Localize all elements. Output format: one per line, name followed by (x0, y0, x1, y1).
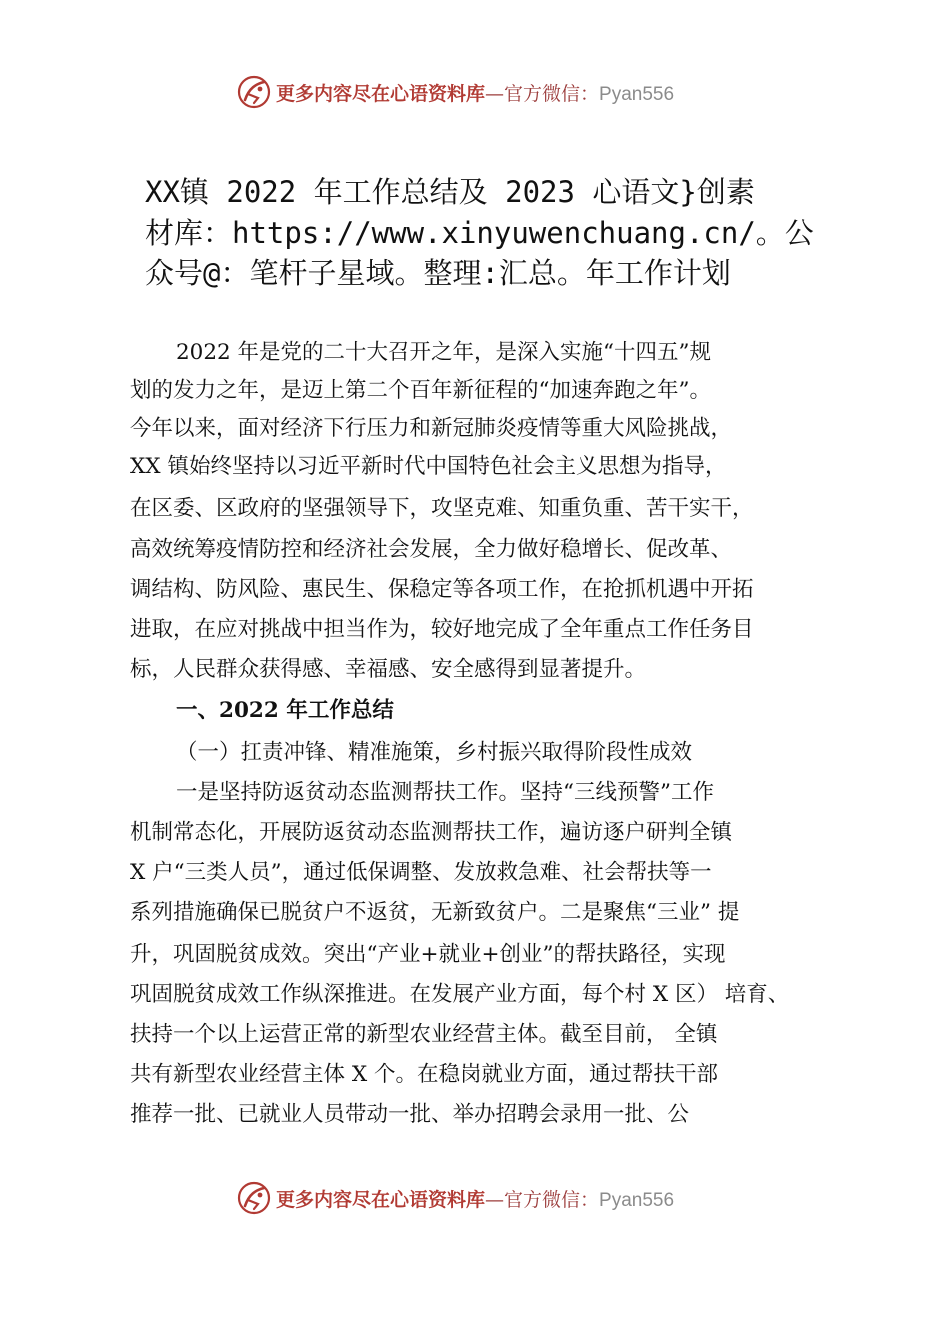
body-line: 2022 年是党的二十大召开之年，是深入实施“十四五”规 (176, 340, 712, 365)
body-line: 调结构、防风险、惠民生、保稳定等各项工作，在抢抓机遇中开拓 (130, 577, 754, 602)
body-line: 划的发力之年，是迈上第二个百年新征程的“加速奔跑之年”。 (130, 378, 711, 403)
banner-official: 官方微信： (504, 1189, 600, 1211)
banner-wechat: Pyan556 (599, 1190, 675, 1211)
body-line: 进取，在应对挑战中担当作为，较好地完成了全年重点工作任务目 (130, 617, 754, 642)
document-title-line-2: 材库：https://www.xinyuwenchuang.cn/。公 (145, 216, 814, 250)
banner-wechat: Pyan556 (599, 84, 675, 105)
brand-logo-icon (236, 1180, 272, 1216)
footer-banner (0, 1178, 950, 1218)
banner-text (276, 79, 674, 106)
banner-official: 官方微信： (504, 83, 600, 105)
banner-text (276, 1185, 674, 1212)
body-line: 在区委、区政府的坚强领导下，攻坚克难、知重负重、苦干实干， (130, 496, 754, 521)
body-line: 今年以来，面对经济下行压力和新冠肺炎疫情等重大风险挑战， (130, 416, 733, 441)
body-line: 升，巩固脱贫成效。突出“产业+就业+创业”的帮扶路径，实现 (130, 942, 726, 967)
body-line: 一是坚持防返贫动态监测帮扶工作。坚持“三线预警”工作 (176, 780, 714, 805)
body-line: 共有新型农业经营主体 X 个。在稳岗就业方面，通过帮扶干部 (130, 1062, 718, 1087)
header-banner (0, 72, 950, 112)
document-title-line-3: 众号@：笔杆子星域。整理:汇总。年工作计划 (145, 256, 731, 290)
body-line: 扶持一个以上运营正常的新型农业经营主体。截至目前， 全镇 (130, 1022, 718, 1047)
body-line: 机制常态化，开展防返贫动态监测帮扶工作，遍访逐户研判全镇 (130, 820, 733, 845)
body-line: XX 镇始终坚持以习近平新时代中国特色社会主义思想为指导， (130, 454, 727, 479)
document-title-line-1: XX镇 2022 年工作总结及 2023 心语文}创素 (145, 175, 755, 209)
body-line: 推荐一批、已就业人员带动一批、举办招聘会录用一批、公 (130, 1102, 690, 1127)
brand-logo-icon (236, 74, 272, 110)
body-line: 高效统筹疫情防控和经济社会发展，全力做好稳增长、促改革、 (130, 537, 733, 562)
body-line: X 户“三类人员”，通过低保调整、发放救急难、社会帮扶等一 (130, 860, 712, 885)
body-line: 标，人民群众获得感、幸福感、安全感得到显著提升。 (130, 657, 647, 682)
body-line: 系列措施确保已脱贫户不返贫，无新致贫户。二是聚焦“三业” 提 (130, 900, 740, 925)
section-heading: 一、2022 年工作总结 (176, 698, 394, 723)
banner-brand: 更多内容尽在心语资料库 (276, 83, 486, 105)
banner-brand: 更多内容尽在心语资料库 (276, 1189, 486, 1211)
banner-dash: — (485, 1189, 505, 1211)
banner-dash: — (485, 83, 505, 105)
body-line: 巩固脱贫成效工作纵深推进。在发展产业方面，每个村 X 区） 培育、 (130, 982, 790, 1007)
section-subheading: （一）扛责冲锋、精准施策，乡村振兴取得阶段性成效 (176, 740, 693, 765)
